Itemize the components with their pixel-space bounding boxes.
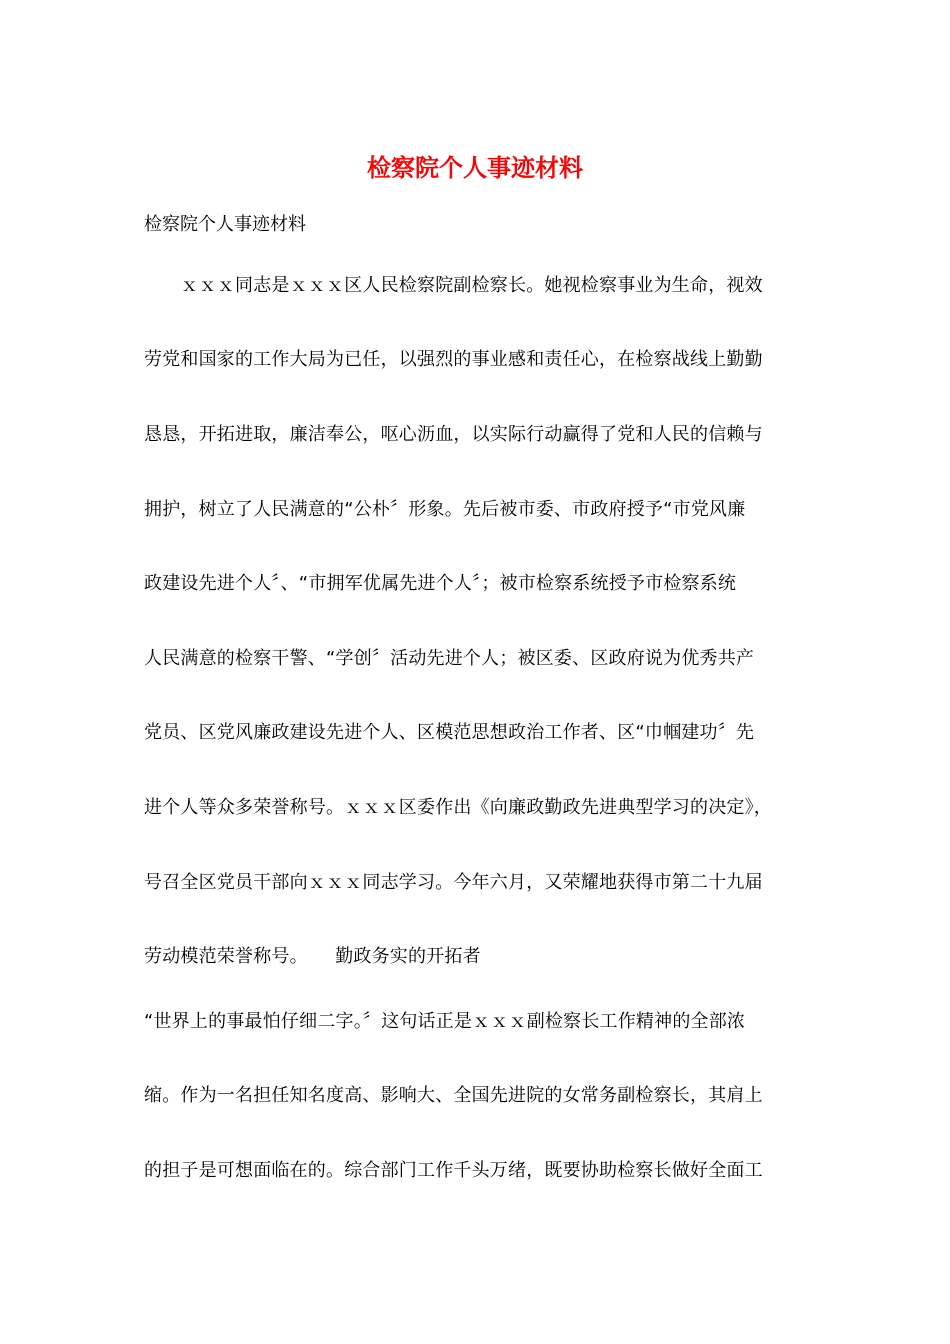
body-line: 劳动模范荣誉称号。 勤政务实的开拓者 [144, 946, 481, 967]
body-line: 号召全区党员干部向ｘｘｘ同志学习。今年六月，又荣耀地获得市第二十九届 [144, 872, 763, 893]
body-line: 缩。作为一名担任知名度高、影响大、全国先进院的女常务副检察长，其肩上 [144, 1085, 763, 1106]
body-line: 进个人等众多荣誉称号。ｘｘｘ区委作出《向廉政勤政先进典型学习的决定》， [144, 797, 772, 818]
body-line: “世界上的事最怕仔细二字。〞这句话正是ｘｘｘ副检察长工作精神的全部浓 [144, 1011, 746, 1032]
body-line: 政建设先进个人〞、“市拥军优属先进个人〞；被市检察系统授予市检察系统 [144, 573, 737, 594]
body-line: 劳党和国家的工作大局为已任，以强烈的事业感和责任心，在检察战线上勤勤 [144, 349, 763, 370]
body-line: 人民满意的检察干警、“学创〞活动先进个人；被区委、区政府说为优秀共产 [144, 648, 755, 669]
document-title: 检察院个人事迹材料 [367, 153, 583, 182]
document-subtitle: 检察院个人事迹材料 [144, 214, 306, 235]
body-line: 拥护，树立了人民满意的“公朴〞形象。先后被市委、市政府授予“市党风廉 [144, 499, 746, 520]
body-line: 恳恳，开拓进取，廉洁奉公，呕心沥血，以实际行动赢得了党和人民的信赖与 [144, 424, 763, 445]
body-line: ｘｘｘ同志是ｘｘｘ区人民检察院副检察长。她视检察事业为生命，视效 [144, 275, 763, 296]
body-line: 的担子是可想面临在的。综合部门工作千头万绪，既要协助检察长做好全面工 [144, 1160, 763, 1181]
body-line: 党员、区党风廉政建设先进个人、区模范思想政治工作者、区“巾帼建功〞先 [144, 722, 755, 743]
